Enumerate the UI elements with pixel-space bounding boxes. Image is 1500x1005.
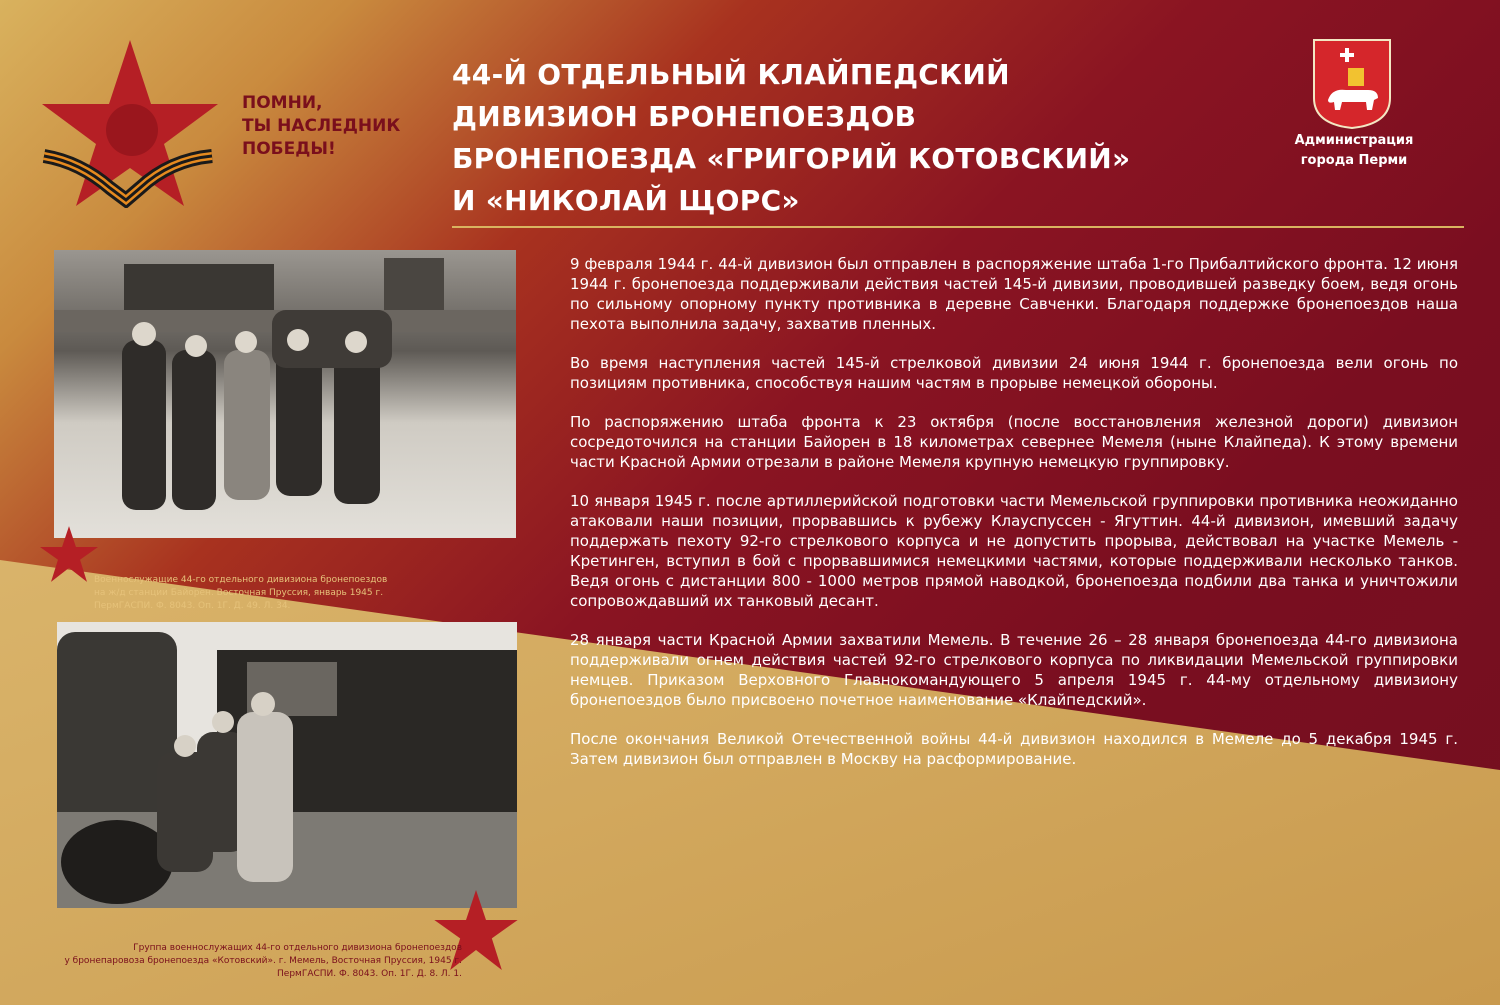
red-star-icon xyxy=(40,526,98,582)
article-body xyxy=(570,254,1458,788)
admin-line: города Перми xyxy=(1300,153,1408,168)
paragraph: После окончания Великой Отечественной войны 44-й дивизион находился в Мемеле до 5 декабря 1945 г. Затем дивизион был отправлен в Москву на расформирование. xyxy=(570,730,1458,768)
slogan-line: ПОБЕДЫ! xyxy=(242,139,336,159)
photo-group-armored-train xyxy=(57,622,517,908)
administration-label xyxy=(1270,131,1438,171)
caption-line: ПермГАСПИ. Ф. 8043. Оп. 1Г. Д. 49. Л. 34. xyxy=(94,601,291,611)
caption-line: Военнослужащие 44-го отдельного дивизиона бронепоездов xyxy=(94,575,388,585)
victory-star-icon xyxy=(40,38,220,208)
photo-caption xyxy=(30,942,462,981)
caption-line: у бронепаровоза бронепоезда «Котовский». г. Мемель, Восточная Пруссия, 1945 г. xyxy=(64,956,462,966)
photo-soldiers-station xyxy=(54,250,516,538)
paragraph: Во время наступления частей 145-й стрелковой дивизии 24 июня 1944 г. бронепоезда вели огонь по позициям противника, способствуя нашим частям в прорыве немецкой обороны. xyxy=(570,354,1458,392)
photo-caption xyxy=(94,574,424,613)
slogan-line: ПОМНИ, xyxy=(242,93,323,113)
admin-line: Администрация xyxy=(1294,133,1414,148)
title-line: 44-Й ОТДЕЛЬНЫЙ КЛАЙПЕДСКИЙ xyxy=(452,58,1010,91)
paragraph: По распоряжению штаба фронта к 23 октября (после восстановления железной дороги) дивизион сосредоточился на станции Байорен в 18 километрах севернее Мемеля (ныне Клайпеда). К этому времени части Красной Армии отрезали в районе Мемеля крупную немецкую группировку. xyxy=(570,413,1458,471)
caption-line: на ж/д станции Байорен. Восточная Пруссия, январь 1945 г. xyxy=(94,588,384,598)
caption-line: ПермГАСПИ. Ф. 8043. Оп. 1Г. Д. 8. Л. 1. xyxy=(277,969,462,979)
title-line: БРОНЕПОЕЗДА «ГРИГОРИЙ КОТОВСКИЙ» xyxy=(452,142,1131,175)
page-title xyxy=(452,54,1232,222)
slogan-line: ТЫ НАСЛЕДНИК xyxy=(242,116,401,136)
perm-coat-of-arms-icon xyxy=(1312,38,1392,130)
paragraph: 9 февраля 1944 г. 44-й дивизион был отправлен в распоряжение штаба 1-го Прибалтийского фронта. 12 июня 1944 г. бронепоезда поддерживали действия частей 145-й дивизии, проводившей разведку боем, ведя огонь по сильному опорному пункту противника в деревне Савченки. Благодаря поддержке бронепоездов наша пехота выполнила задачу, захватив пленных. xyxy=(570,255,1458,333)
paragraph: 10 января 1945 г. после артиллерийской подготовки части Мемельской группировки противника неожиданно атаковали наши позиции, прорвавшись к рубежу Клауспуссен - Ягуттин. 44-й дивизион, имевший задачу поддержать пехоту 92-го стрелкового корпуса и не допустить прорыва, действовал на участке Мемель - Кретинген, вступил в бой с прорвавшимися немецкими частями, которые поддерживали несколько танков. Ведя огонь с дистанции 800 - 1000 метров прямой наводкой, бронепоезда подбили два танка и уничтожили сопровождавший их танковый десант. xyxy=(570,492,1458,610)
caption-line: Группа военнослужащих 44-го отдельного дивизиона бронепоездов xyxy=(133,943,462,953)
title-line: ДИВИЗИОН БРОНЕПОЕЗДОВ xyxy=(452,100,917,133)
paragraph: 28 января части Красной Армии захватили Мемель. В течение 26 – 28 января бронепоезда 44-го дивизиона поддерживали огнем действия частей 92-го стрелкового корпуса по ликвидации Мемельской группировки немцев. Приказом Верховного Главнокомандующего 5 апреля 1945 г. 44-му отдельному дивизиону бронепоездов было присвоено почетное наименование «Клайпедский». xyxy=(570,631,1458,709)
title-divider xyxy=(452,226,1464,228)
slogan xyxy=(242,92,442,161)
title-line: И «НИКОЛАЙ ЩОРС» xyxy=(452,184,800,217)
